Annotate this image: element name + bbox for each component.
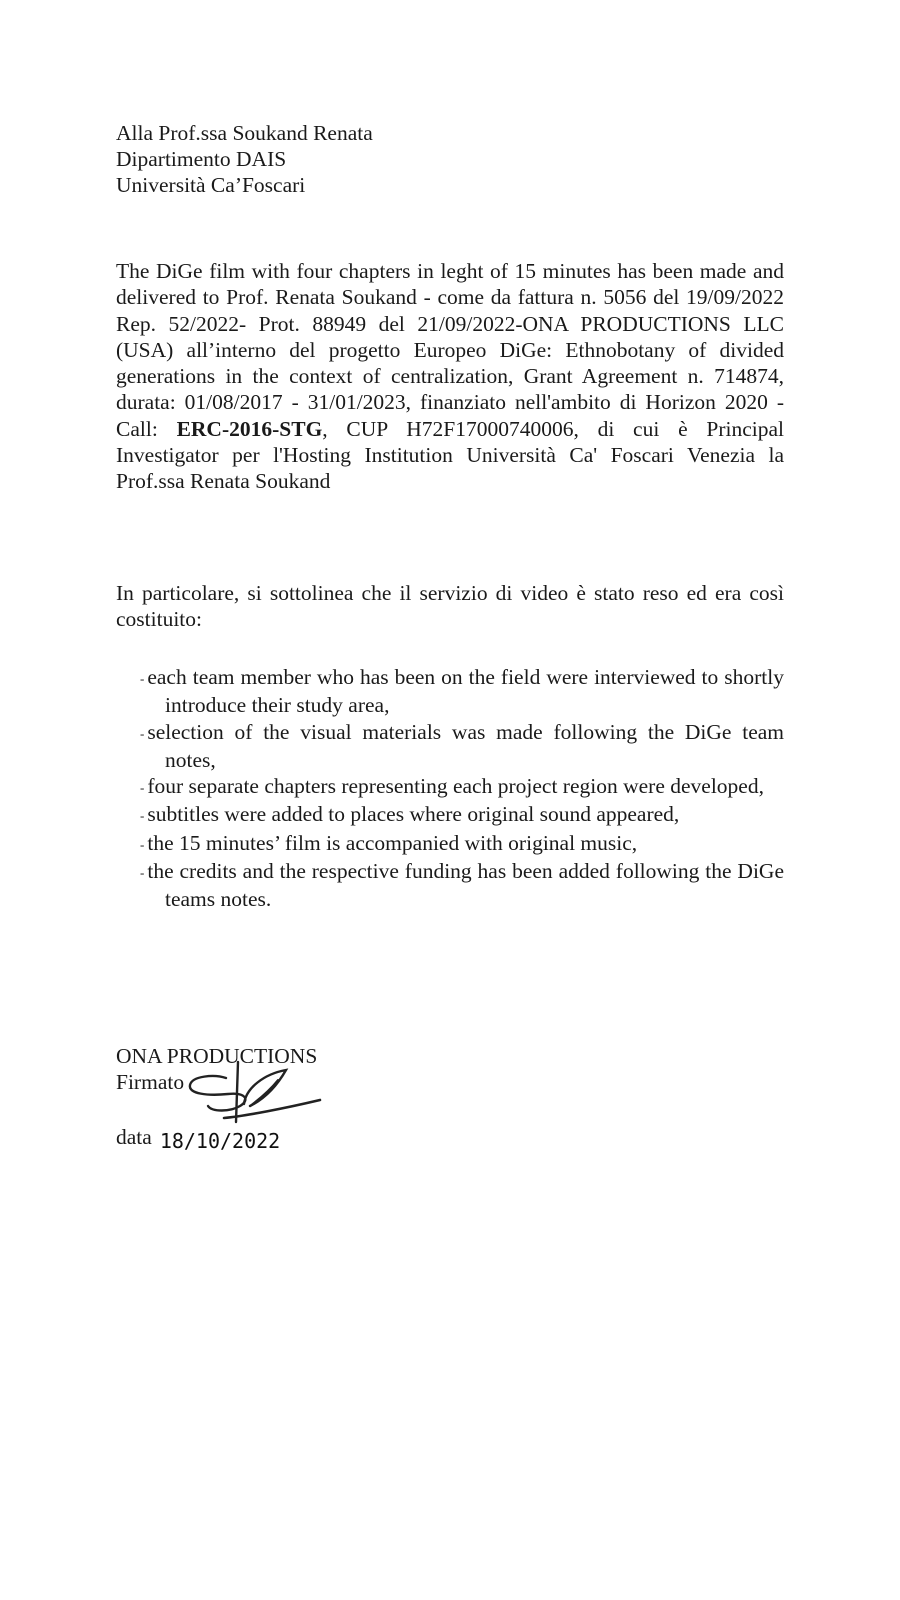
handwritten-signature: [186, 1060, 326, 1130]
list-item-text: the credits and the respective funding has been added following the DiGe teams notes.: [147, 859, 784, 912]
list-dash: -: [140, 836, 145, 852]
call-code: ERC-2016-STG: [176, 416, 323, 441]
intro-paragraph: In particolare, si sottolinea che il servizio di video è stato reso ed era così costituito:: [116, 581, 784, 632]
date-value: 18/10/2022: [159, 1129, 281, 1153]
list-dash: -: [140, 808, 145, 824]
date-label: data: [116, 1125, 152, 1149]
list-item-text: four separate chapters representing each project region were developed,: [147, 774, 764, 799]
list-item: [140, 719, 784, 774]
services-list: [140, 664, 784, 913]
recipient-university: Università Ca’Foscari: [116, 173, 306, 197]
list-item: [140, 830, 784, 858]
list-item-text: the 15 minutes’ film is accompanied with original music,: [147, 830, 638, 855]
main-paragraph-text: The DiGe film with four chapters in leght of 15 minutes has been made and delivered to Prof. Renata Soukand - come da fattura n. 5056 del 19/09/2022 Rep. 52/2022- Prot. 88949 del 21/09/2022-ONA PRODUCTIONS LLC (USA) all’interno del progetto Europeo DiGe: Ethnobotany of divided generations in the context of centralization, Grant Agreement n. 714874, durata: 01/08/2017 - 31/01/2023, finanziato nell'ambito di Horizon 2020 - Call:: [116, 259, 784, 441]
list-dash: -: [140, 671, 145, 686]
list-item-text: subtitles were added to places where original sound appeared,: [147, 802, 680, 827]
company-name: ONA PRODUCTIONS: [116, 1044, 318, 1068]
list-dash: -: [140, 725, 145, 741]
list-dash: -: [140, 780, 145, 796]
list-item: [140, 664, 784, 719]
main-paragraph-text-end: , CUP H72F17000740006, di cui è Principal Investigator per l'Hosting Institution Università Ca' Foscari Venezia la Prof.ssa Renata Soukand: [116, 416, 784, 494]
date-row: [116, 1125, 281, 1153]
main-paragraph: [116, 258, 784, 495]
recipient-department: Dipartimento DAIS: [116, 147, 287, 171]
list-item: [140, 773, 784, 801]
list-dash: -: [140, 865, 145, 881]
list-item-text: selection of the visual materials was made following the DiGe team notes,: [147, 719, 784, 772]
list-item: [140, 801, 784, 829]
signed-label: Firmato: [116, 1070, 185, 1094]
recipient-address: [116, 120, 373, 198]
list-item-text: each team member who has been on the field were interviewed to shortly introduce their study area,: [147, 665, 784, 718]
list-item: [140, 858, 784, 913]
recipient-name: Alla Prof.ssa Soukand Renata: [116, 121, 373, 145]
